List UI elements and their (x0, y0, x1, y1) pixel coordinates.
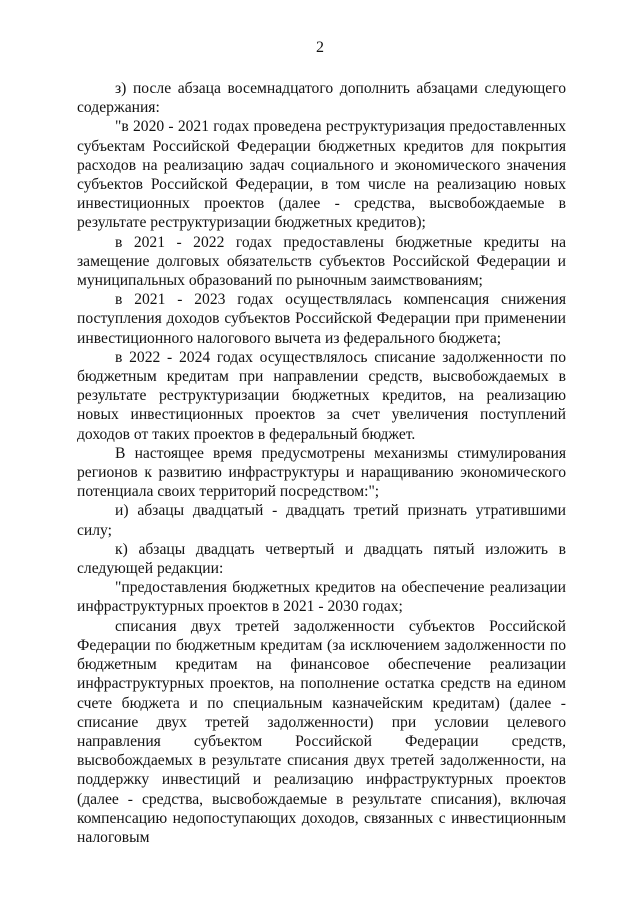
paragraph-z: з) после абзаца восемнадцатого дополнить абзацами следующего содержания: (77, 80, 566, 117)
paragraph-writeoff-2022: в 2022 - 2024 годах осуществлялось списание задолженности по бюджетным кредитам при направлении средств, высвобождаемых в результате реструктуризации бюджетных кредитов, на реализацию новых инвестиционных проектов за счет увеличения поступлений доходов от таких проектов в федеральный бюджет. (77, 348, 566, 443)
page-number: 2 (316, 39, 324, 56)
paragraph-i: и) абзацы двадцатый - двадцать третий признать утратившими силу; (77, 502, 566, 539)
paragraph-current-mechanisms: В настоящее время предусмотрены механизмы стимулирования регионов к развитию инфраструктуры и наращиванию экономического потенциала своих территорий посредством:"; (77, 444, 566, 501)
paragraph-k: к) абзацы двадцать четвертый и двадцать пятый изложить в следующей редакции: (77, 540, 566, 578)
paragraph-credits-2021: в 2021 - 2022 годах предоставлены бюджетные кредиты на замещение долговых обязательств субъектов Российской Федерации и муниципальных образований по рыночным заимствованиям; (77, 233, 566, 290)
document-body (77, 79, 566, 847)
paragraph-restructuring-2020: "в 2020 - 2021 годах проведена реструктуризация предоставленных субъектам Российской Федерации бюджетных кредитов для покрытия расходов на реализацию задач социального и экономического значения субъектов Российской Федерации, в том числе на реализацию новых инвестиционных проектов (далее - средства, высвобождаемые в результате реструктуризации бюджетных кредитов); (77, 118, 566, 232)
paragraph-two-thirds-writeoff: списания двух третей задолженности субъектов Российской Федерации по бюджетным кредитам (за исключением задолженности по бюджетным кредитам на финансовое обеспечение реализации инфраструктурных проектов, на пополнение остатка средств на едином счете бюджета и по специальным казначейским кредитам) (далее - списание двух третей задолженности) при условии целевого направления субъектом Российской Федерации средств, высвобождаемых в результате списания двух третей задолженности, на поддержку инвестиций и реализацию инфраструктурных проектов (далее - средства, высвобождаемые в результате списания), включая компенсацию недопоступающих доходов, связанных с инвестиционным налоговым (77, 617, 566, 846)
paragraph-compensation-2021: в 2021 - 2023 годах осуществлялась компенсация снижения поступления доходов субъектов Российской Федерации при применении инвестиционного налогового вычета из федерального бюджета; (77, 291, 566, 347)
paragraph-infrastructure-credits: "предоставления бюджетных кредитов на обеспечение реализации инфраструктурных проектов в 2021 - 2030 годах; (77, 579, 566, 616)
